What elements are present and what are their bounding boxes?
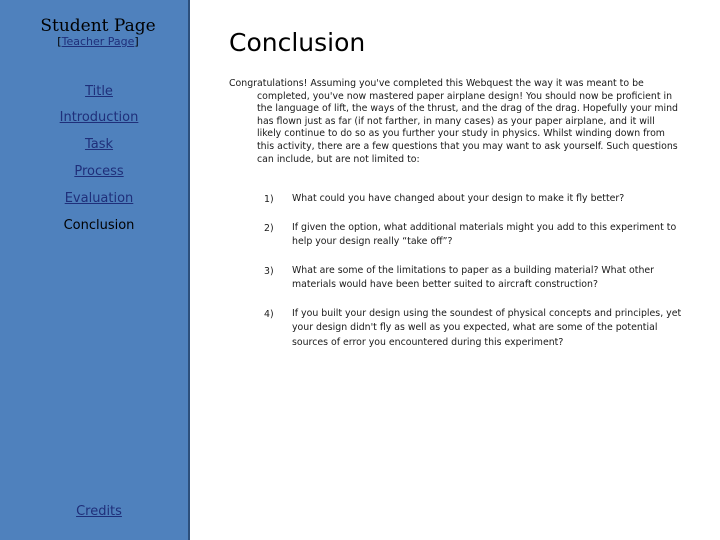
intro-paragraph: Congratulations! Assuming you've completed this Webquest the way it was meant to be completed, you've now mastered paper airplane design! You should now be proficient in the language of lift, the ways of the thrust, and the drag of the drag. Hopefully your mind has flown just as far (if not farther, in many cases) as your paper airplane, and it will likely continue to do so as you further your study in physics. Whilst winding down from this activity, there are a few questions that you may want to ask yourself. Such questions can include, but are not limited to: [229, 78, 678, 165]
nav-process-link[interactable]: Process [74, 164, 124, 179]
question-number: 2) [264, 223, 274, 234]
nav-conclusion-current: Conclusion [63, 218, 135, 233]
teacher-page-line [0, 35, 196, 48]
sidebar-title: Student Page [40, 16, 156, 36]
question-text: What could you have changed about your design to make it fly better? [292, 193, 625, 204]
sidebar [0, 0, 190, 540]
question-number: 1) [264, 194, 274, 205]
bracket-close: ] [134, 35, 139, 48]
teacher-page-link[interactable]: Teacher Page [61, 35, 135, 48]
nav-evaluation-link[interactable]: Evaluation [64, 191, 134, 206]
bracket-open: [ [57, 35, 62, 48]
question-text: What are some of the limitations to paper as a building material? What other materials would have been better suited to aircraft construction? [292, 265, 655, 291]
question-number: 4) [264, 309, 274, 320]
question-text: If you built your design using the soundest of physical concepts and principles, yet your design didn't fly as well as you expected, what are some of the potential sources of error you encountered during this experiment? [292, 308, 682, 348]
question-text: If given the option, what additional materials might you add to this experiment to help your design really “take off”? [292, 222, 677, 248]
nav-title-link[interactable]: Title [85, 84, 113, 99]
nav-credits-link[interactable]: Credits [76, 504, 122, 519]
nav-task-link[interactable]: Task [84, 137, 114, 152]
nav-introduction-link[interactable]: Introduction [59, 110, 139, 125]
page-title: Conclusion [229, 28, 366, 57]
question-number: 3) [264, 266, 274, 277]
